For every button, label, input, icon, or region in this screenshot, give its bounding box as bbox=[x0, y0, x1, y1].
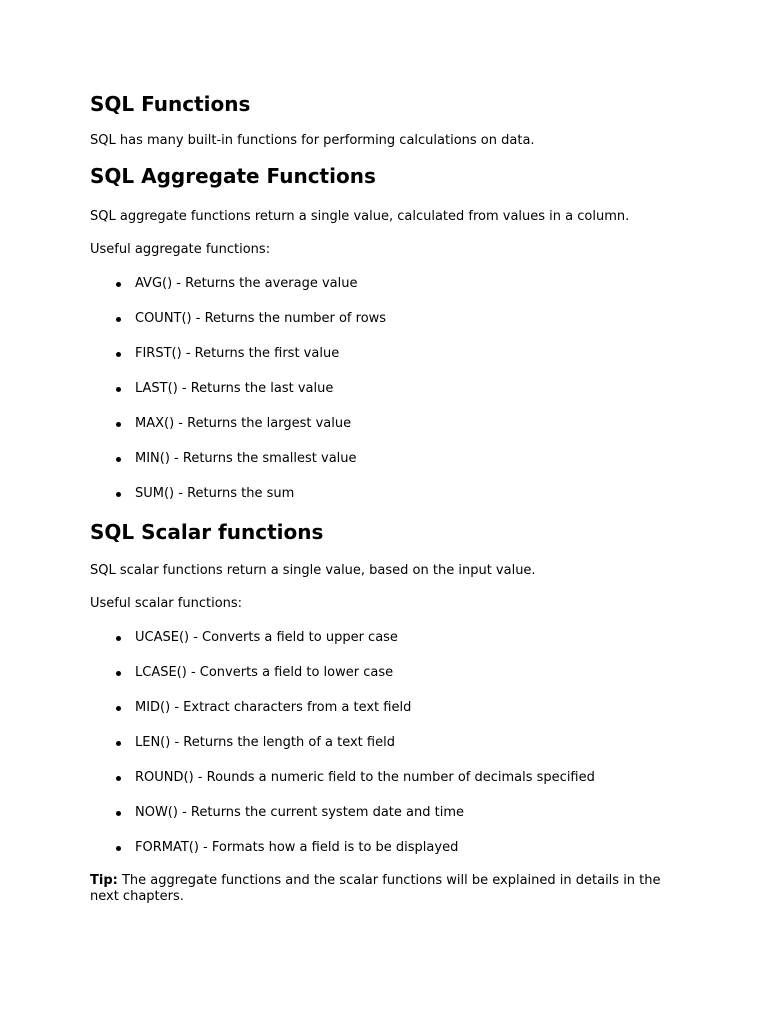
bullet-icon bbox=[116, 671, 121, 676]
bullet-icon bbox=[116, 422, 121, 427]
bullet-icon bbox=[116, 457, 121, 462]
bullet-icon bbox=[116, 706, 121, 711]
list-item-text: NOW() - Returns the current system date and time bbox=[135, 805, 464, 820]
list-item-text: MIN() - Returns the smallest value bbox=[135, 451, 357, 466]
heading-sql-functions: SQL Functions bbox=[90, 92, 251, 116]
scalar-list-intro: Useful scalar functions: bbox=[90, 596, 243, 611]
list-item-text: LCASE() - Converts a field to lower case bbox=[135, 665, 394, 680]
heading-scalar-functions: SQL Scalar functions bbox=[90, 520, 324, 544]
tip-paragraph bbox=[90, 873, 690, 905]
bullet-icon bbox=[116, 317, 121, 322]
list-item-text: FIRST() - Returns the first value bbox=[135, 346, 340, 361]
list-item-text: SUM() - Returns the sum bbox=[135, 486, 295, 501]
bullet-icon bbox=[116, 387, 121, 392]
intro-paragraph: SQL has many built-in functions for performing calculations on data. bbox=[90, 133, 535, 148]
tip-text: The aggregate functions and the scalar functions will be explained in details in the next chapters. bbox=[90, 873, 661, 904]
list-item-text: UCASE() - Converts a field to upper case bbox=[135, 630, 398, 645]
list-item-text: MAX() - Returns the largest value bbox=[135, 416, 352, 431]
bullet-icon bbox=[116, 741, 121, 746]
tip-label: Tip: bbox=[90, 873, 118, 888]
bullet-icon bbox=[116, 776, 121, 781]
bullet-icon bbox=[116, 492, 121, 497]
bullet-icon bbox=[116, 282, 121, 287]
list-item-text: MID() - Extract characters from a text field bbox=[135, 700, 412, 715]
list-item-text: LAST() - Returns the last value bbox=[135, 381, 334, 396]
aggregate-list-intro: Useful aggregate functions: bbox=[90, 242, 271, 257]
list-item-text: LEN() - Returns the length of a text field bbox=[135, 735, 395, 750]
list-item-text: ROUND() - Rounds a numeric field to the number of decimals specified bbox=[135, 770, 595, 785]
aggregate-description: SQL aggregate functions return a single value, calculated from values in a column. bbox=[90, 209, 630, 224]
heading-aggregate-functions: SQL Aggregate Functions bbox=[90, 164, 376, 188]
bullet-icon bbox=[116, 846, 121, 851]
bullet-icon bbox=[116, 811, 121, 816]
list-item-text: FORMAT() - Formats how a field is to be displayed bbox=[135, 840, 459, 855]
scalar-description: SQL scalar functions return a single value, based on the input value. bbox=[90, 563, 536, 578]
bullet-icon bbox=[116, 352, 121, 357]
list-item-text: COUNT() - Returns the number of rows bbox=[135, 311, 387, 326]
bullet-icon bbox=[116, 636, 121, 641]
list-item-text: AVG() - Returns the average value bbox=[135, 276, 358, 291]
